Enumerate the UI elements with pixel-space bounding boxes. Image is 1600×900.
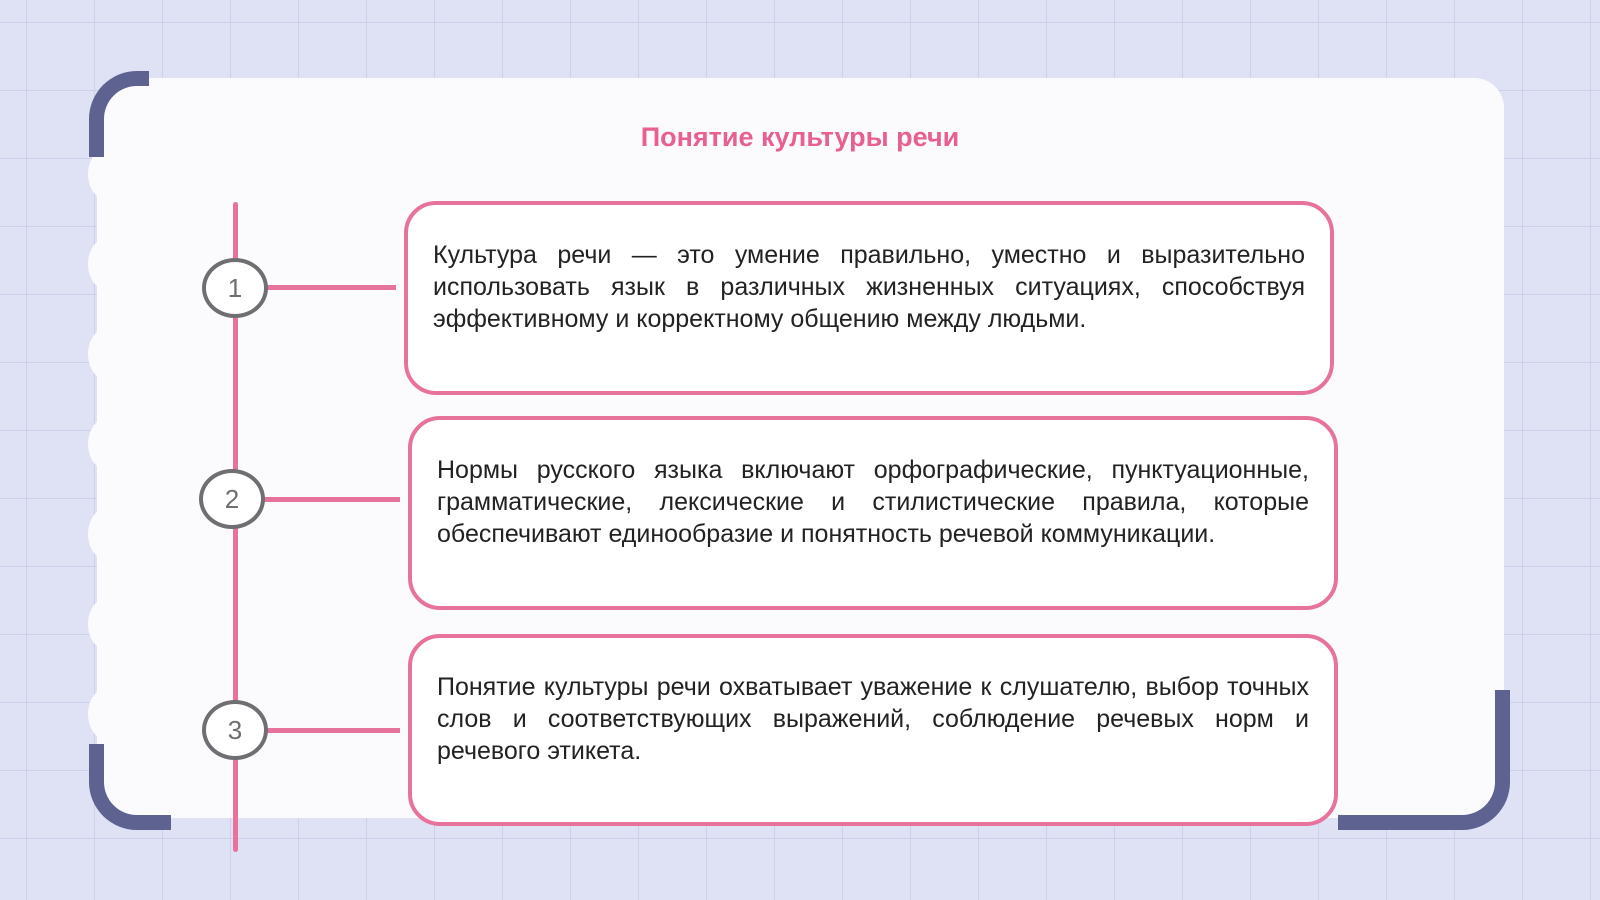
- connector-line-3: [262, 728, 400, 733]
- card-edge-bump: [88, 328, 126, 380]
- step-text-2: Нормы русского языка включают орфографические, пунктуационные, грамматические, лексические и стилистические правила, которые обеспечивают единообразие и понятность речевой коммуникации.: [437, 456, 1309, 548]
- step-box-2: [408, 416, 1338, 610]
- step-number-3: 3: [202, 700, 268, 760]
- step-box-1: [404, 201, 1334, 395]
- corner-bracket-bottom-left: [89, 744, 171, 830]
- card-edge-bump: [88, 688, 126, 740]
- corner-bracket-bottom-right: [1338, 690, 1510, 830]
- slide-title: Понятие культуры речи: [640, 122, 960, 152]
- connector-line-1: [262, 285, 396, 290]
- card-edge-bump: [88, 598, 126, 650]
- step-box-3: [408, 634, 1338, 826]
- step-text-3: Понятие культуры речи охватывает уважение к слушателю, выбор точных слов и соответствующих выражений, соблюдение речевых норм и речевого этикета.: [437, 673, 1309, 765]
- card-edge-bump: [88, 238, 126, 290]
- connector-line-2: [262, 497, 400, 502]
- step-number-2: 2: [199, 469, 265, 529]
- step-number-1: 1: [202, 258, 268, 318]
- step-text-1: Культура речи — это умение правильно, уместно и выразительно использовать язык в различных жизненных ситуациях, способствуя эффективному и корректному общению между людьми.: [433, 241, 1305, 333]
- card-edge-bump: [88, 418, 126, 470]
- card-edge-bump: [88, 508, 126, 560]
